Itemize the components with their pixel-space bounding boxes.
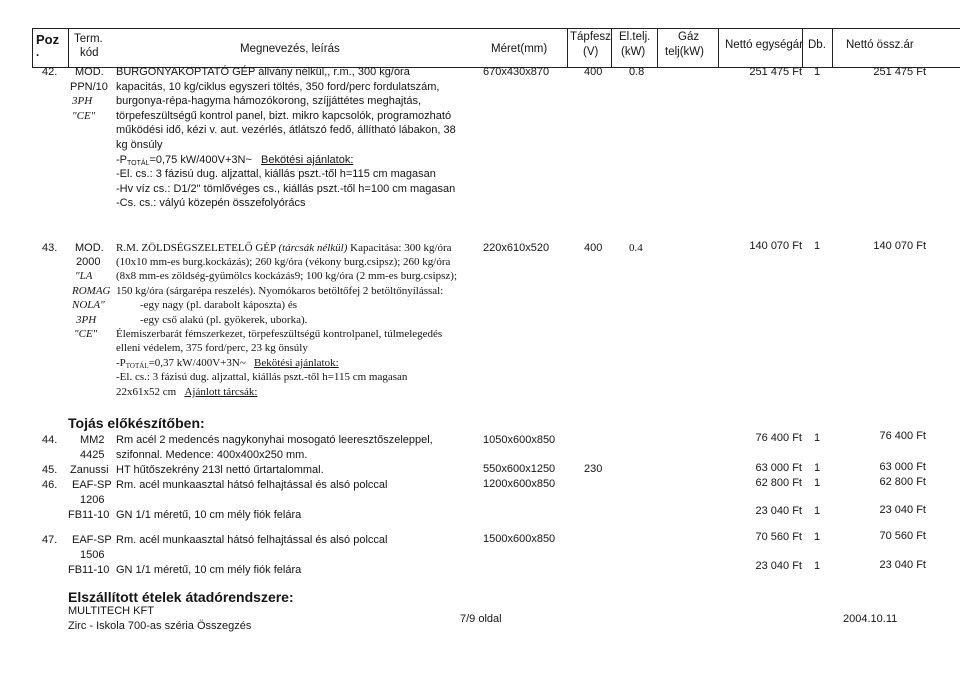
item-44-code: 4425 xyxy=(80,449,105,461)
item-43-capacity: Kapacitása: 300 kg/óra xyxy=(350,242,452,254)
item-43-desc-line: (10x10 mm-es burg.kockázás); 260 kg/óra (vékony burg.csipsz); 260 kg/óra xyxy=(116,256,451,268)
item-42-poz: 42. xyxy=(42,66,58,78)
item-45-qty: 1 xyxy=(814,462,821,474)
item-45-desc-line: HT hűtőszekrény 213l nettó űrtartalommal. xyxy=(116,464,324,476)
item-46-qty: 1 xyxy=(814,477,821,489)
header-divider xyxy=(832,28,833,67)
item-42-code: PPN/10 xyxy=(70,81,108,93)
item-47-drawer-qty: 1 xyxy=(814,560,821,572)
power-sub: TOTÁL xyxy=(125,362,149,370)
item-43-size: 220x610x520 xyxy=(483,242,550,254)
item-43-qty: 1 xyxy=(814,240,821,252)
item-47-poz: 47. xyxy=(42,534,58,546)
item-44-desc-line: szifonnal. Medence: 400x400x250 mm. xyxy=(116,449,308,461)
item-42-desc-line: burgonya-répa-hagyma hámozókorong, szíjjáttétes meghajtás, xyxy=(116,95,422,107)
header-kod: kód xyxy=(80,47,99,59)
item-43-voltage: 400 xyxy=(584,242,603,254)
item-43-desc-line: (8x8 mm-es zöldség-gyümölcs kockázás9; 100 kg/óra (2 mm-es burg.csipsz); xyxy=(116,270,458,282)
item-47-desc-line: Rm. acél munkaasztal hátsó felhajtással és alsó polccal xyxy=(116,534,388,546)
item-42-desc-line: kg önsúly xyxy=(116,139,163,151)
item-44-unit-price: 76 400 Ft xyxy=(755,432,802,444)
item-43-title: R.M. ZÖLDSÉGSZELETELŐ GÉP xyxy=(116,242,276,254)
header-gas: Gáz xyxy=(678,31,700,43)
item-42-unit-price: 251 475 Ft xyxy=(749,66,802,78)
header-size: Méret(mm) xyxy=(491,43,548,55)
header-poz-dot: . xyxy=(36,47,40,59)
item-47-drawer-unit-price: 23 040 Ft xyxy=(755,560,802,572)
item-43-code: ROMAG xyxy=(72,285,111,297)
item-42-code: 3PH xyxy=(72,95,93,107)
header-voltage-unit: (V) xyxy=(583,46,599,58)
item-47-drawer-total: 23 040 Ft xyxy=(879,559,926,571)
item-43-disc-line xyxy=(116,386,257,399)
item-43-code: 2000 xyxy=(76,256,101,268)
item-43-conn-line: -El. cs.: 3 fázisú dug. aljzattal, kiállás pszt.-től h=115 cm magasan xyxy=(116,371,408,383)
item-47-code: 1506 xyxy=(80,549,105,561)
item-47-code: FB11-10 xyxy=(68,564,110,576)
item-46-drawer-qty: 1 xyxy=(814,505,821,517)
item-47-qty: 1 xyxy=(814,531,821,543)
item-43-title-line xyxy=(116,242,452,255)
item-44-poz: 44. xyxy=(42,434,58,446)
item-43-total: 140 070 Ft xyxy=(873,240,926,252)
item-46-poz: 46. xyxy=(42,479,58,491)
item-42-desc-line: BURGONYAKOPTATÓ GÉP állvány nélkül,, r.m., 300 kg/óra xyxy=(116,66,410,78)
header-divider xyxy=(68,28,69,67)
item-46-total: 62 800 Ft xyxy=(879,476,926,488)
item-46-desc-line: Rm. acél munkaasztal hátsó felhajtással és alsó polccal xyxy=(116,479,388,491)
item-47-code: EAF-SP xyxy=(72,534,112,546)
item-45-voltage: 230 xyxy=(584,463,603,475)
item-46-code: 1206 xyxy=(80,494,105,506)
item-43-desc-line: -egy cső alakú (pl. gyökerek, uborka). xyxy=(140,314,308,326)
item-47-unit-price: 70 560 Ft xyxy=(755,531,802,543)
header-divider xyxy=(657,28,658,67)
footer-project: Zirc - Iskola 700-as széria Összegzés xyxy=(68,620,252,632)
section-title: Tojás előkészítőben: xyxy=(68,415,205,431)
header-gas-power: telj(kW) xyxy=(665,46,704,58)
header-electric-power: El.telj. xyxy=(619,31,651,43)
item-42-code: "CE" xyxy=(72,110,96,122)
item-42-voltage: 400 xyxy=(584,66,603,78)
connection-offer-link: Bekötési ajánlatok: xyxy=(254,357,339,369)
item-43-code: "CE" xyxy=(74,328,98,340)
power-prefix: -P xyxy=(116,154,127,166)
connection-offer-link: Bekötési ajánlatok: xyxy=(261,154,354,166)
item-42-size: 670x430x870 xyxy=(483,66,550,78)
item-43-code: 3PH xyxy=(76,314,97,326)
header-quantity: Db. xyxy=(808,39,826,51)
item-46-drawer-total: 23 040 Ft xyxy=(879,504,926,516)
footer-date: 2004.10.11 xyxy=(843,613,898,625)
item-45-size: 550x600x1250 xyxy=(483,463,556,475)
item-44-size: 1050x600x850 xyxy=(483,434,556,446)
item-43-desc-line: -egy nagy (pl. darabolt káposzta) és xyxy=(140,299,297,311)
item-44-qty: 1 xyxy=(814,432,821,444)
header-divider xyxy=(567,28,568,67)
item-47-total: 70 560 Ft xyxy=(879,530,926,542)
header-voltage: Tápfesz xyxy=(570,31,611,43)
item-46-code: FB11-10 xyxy=(68,509,110,521)
item-43-desc-line: Élemiszerbarát fémszerkezet, törpefeszültségű kontrolpanel, túlmelegedés xyxy=(116,328,443,340)
item-42-code: MOD. xyxy=(75,66,104,78)
item-42-desc-line: működési idő, kézi v. aut. vezérlés, átlátszó fedő, állítható lábakon, 38 xyxy=(116,124,456,136)
item-46-drawer-unit-price: 23 040 Ft xyxy=(755,505,802,517)
header-divider xyxy=(611,28,612,67)
item-45-code: Zanussi xyxy=(70,464,109,476)
footer-page-number: 7/9 oldal xyxy=(460,613,502,625)
item-43-code: "LA xyxy=(75,270,93,282)
footer-company: MULTITECH KFT xyxy=(68,605,154,617)
item-46-code: EAF-SP xyxy=(72,479,112,491)
item-46-size: 1200x600x850 xyxy=(483,478,556,490)
item-45-poz: 45. xyxy=(42,464,58,476)
power-rest: =0,37 kW/400V+3N~ xyxy=(148,357,246,369)
header-term: Term. xyxy=(74,33,103,45)
footer-section-title: Elszállított ételek átadórendszere: xyxy=(68,589,294,605)
item-46-desc-line: GN 1/1 méretű, 10 cm mély fiók felára xyxy=(116,509,302,521)
power-prefix: -P xyxy=(116,357,126,369)
item-43-power: 0.4 xyxy=(629,242,643,254)
item-45-unit-price: 63 000 Ft xyxy=(755,462,802,474)
item-43-desc-line: 150 kg/óra (sárgarépa reszelés). Nyomókaros betöltőfej 2 betöltőnyílással: xyxy=(116,285,444,297)
item-45-total: 63 000 Ft xyxy=(879,461,926,473)
item-42-conn-line: -El. cs.: 3 fázisú dug. aljzattal, kiállás pszt.-től h=115 cm magasan xyxy=(116,168,436,180)
item-43-unit-price: 140 070 Ft xyxy=(749,240,802,252)
item-47-size: 1500x600x850 xyxy=(483,533,556,545)
item-42-conn-line: -Hv víz cs.: D1/2" tömlővéges cs., kiállás pszt.-től h=100 cm magasan xyxy=(116,183,456,195)
item-47-desc-line: GN 1/1 méretű, 10 cm mély fiók felára xyxy=(116,564,302,576)
item-43-code: NOLA" xyxy=(72,299,105,311)
item-42-desc-line: kapacitás, 10 kg/ciklus egyszeri töltés, 350 ford/perc fordulatszám, xyxy=(116,81,440,93)
header-total-price: Nettó össz.ár xyxy=(846,39,914,51)
power-sub: TOTÁL xyxy=(127,160,150,167)
item-42-qty: 1 xyxy=(814,66,821,78)
power-rest: =0,75 kW/400V+3N~ xyxy=(149,154,252,166)
item-43-desc-line: elleni védelem, 375 ford/perc, 23 kg önsúly xyxy=(116,342,308,354)
item-43-title-note: (tárcsák nélkül) xyxy=(278,242,348,254)
item-42-conn-line: -Cs. cs.: vályú közepén összefolyórács xyxy=(116,197,306,209)
header-divider xyxy=(718,28,719,67)
item-43-code: MOD. xyxy=(75,242,104,254)
item-42-power: 0.8 xyxy=(629,66,645,78)
header-electric-power-unit: (kW) xyxy=(621,46,646,58)
header-unit-price: Nettó egységár xyxy=(725,39,803,51)
item-44-total: 76 400 Ft xyxy=(879,430,926,442)
item-43-poz: 43. xyxy=(42,242,58,254)
item-42-total: 251 475 Ft xyxy=(873,66,926,78)
item-42-desc-line: törpefeszültségű kontrol panel, bizt. mikro kapcsolók, programozható xyxy=(116,110,452,122)
item-44-code: MM2 xyxy=(80,434,105,446)
item-44-desc-line: Rm acél 2 medencés nagykonyhai mosogató leeresztőszeleppel, xyxy=(116,434,433,446)
item-43-disc-size: 22x61x52 cm xyxy=(116,386,177,398)
header-poz: Poz xyxy=(36,32,60,47)
header-description: Megnevezés, leírás xyxy=(240,43,340,55)
item-46-unit-price: 62 800 Ft xyxy=(755,477,802,489)
recommended-discs-link: Ajánlott tárcsák: xyxy=(184,386,258,398)
